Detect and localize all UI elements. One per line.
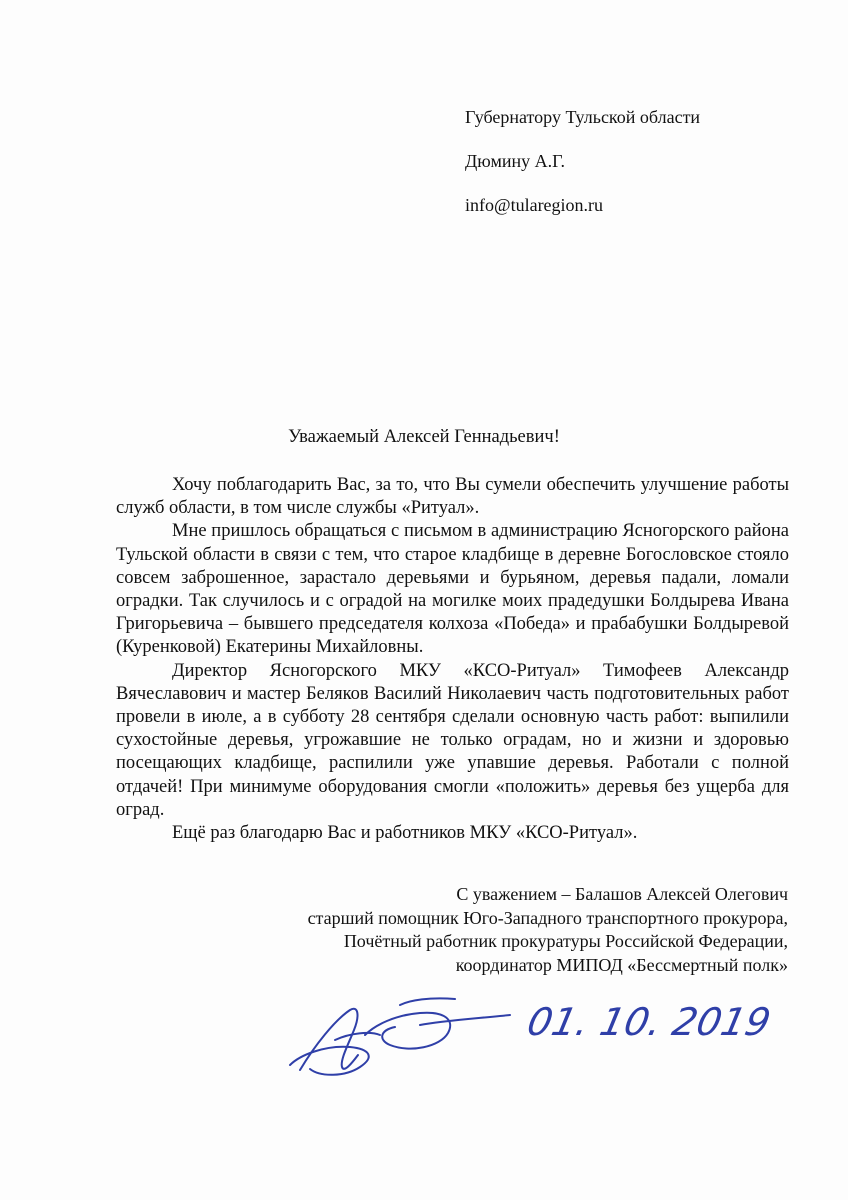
body-paragraph: Мне пришлось обращаться с письмом в администрацию Ясногорского района Тульской области в связи с тем, что старое кладбище в деревне Богословское стояло совсем заброшенное, зарастало деревьями и бурьяном, деревья падали, ломали оградки. Так случилось и с оградой на могилке моих прадедушки Болдырева Ивана Григорьевича – бывшего председателя колхоза «Победа» и прабабушки Болдыревой (Куренковой) Екатерины Михайловны. xyxy=(116,521,789,658)
handwritten-date xyxy=(523,990,775,1050)
addressee-email: info@tularegion.ru xyxy=(465,195,604,215)
signature-line-honor: Почётный работник прокуратуры Российской Федерации, xyxy=(343,931,788,951)
letter-body xyxy=(116,474,789,845)
handwritten-signature xyxy=(280,985,530,1085)
handwritten-date-text: 01. 10. 2019 xyxy=(523,1000,775,1045)
signature-block xyxy=(308,883,788,977)
addressee-title: Губернатору Тульской области xyxy=(465,107,701,127)
body-paragraph: Ещё раз благодарю Вас и работников МКУ «КСО-Ритуал». xyxy=(172,823,638,844)
body-paragraph: Хочу поблагодарить Вас, за то, что Вы сумели обеспечить улучшение работы служб области, в том числе службы «Ритуал». xyxy=(116,475,789,519)
body-paragraph: Директор Ясногорского МКУ «КСО-Ритуал» Тимофеев Александр Вячеславович и мастер Беляков Василий Николаевич часть подготовительных работ провели в июле, а в субботу 28 сентября сделали основную часть работ: выпилили сухостойные деревья, угрожавшие не только оградам, но и жизни и здоровью посещающих кладбище, распилили уже упавшие деревья. Работали с полной отдачей! При минимуме оборудования смогли «положить» деревья без ущерба для оград. xyxy=(116,660,789,820)
signature-line-coordinator: координатор МИПОД «Бессмертный полк» xyxy=(455,954,788,975)
addressee-block xyxy=(465,106,700,238)
salutation: Уважаемый Алексей Геннадьевич! xyxy=(288,427,560,447)
addressee-name: Дюмину А.Г. xyxy=(465,151,566,171)
signature-line-closing: С уважением – Балашов Алексей Олегович xyxy=(456,884,788,904)
signature-line-position: старший помощник Юго-Западного транспортного прокурора, xyxy=(307,907,788,928)
